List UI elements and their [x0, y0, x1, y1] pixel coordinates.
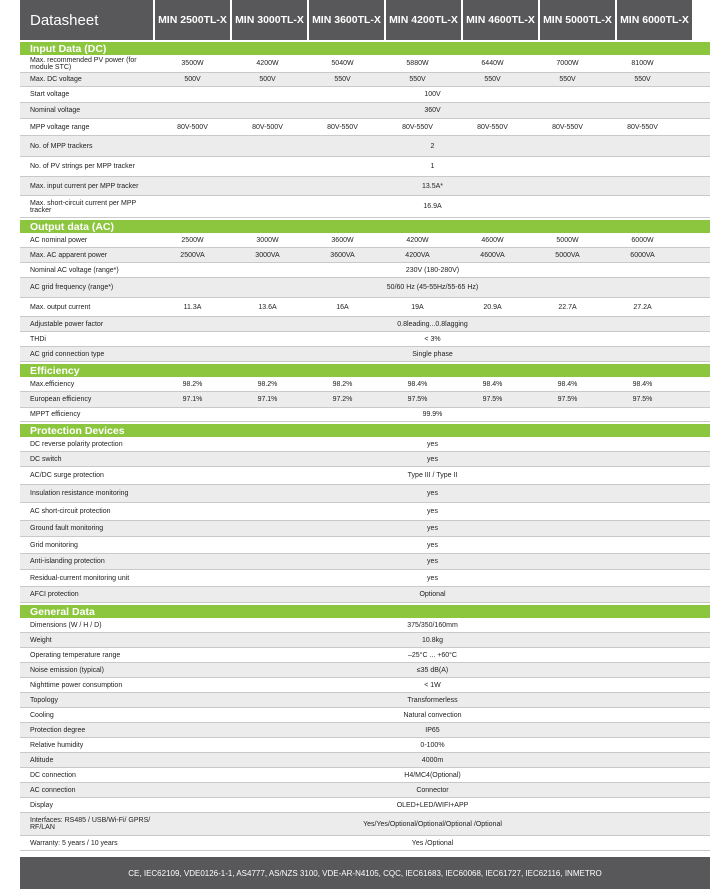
spec-value-shared: 230V (180-280V) [405, 266, 460, 274]
spec-value-shared: 99.9% [422, 411, 443, 418]
spec-value: 4200W [406, 236, 429, 244]
spec-label: Start voltage [30, 91, 70, 98]
spec-value-shared: Optional [419, 591, 446, 598]
spec-label: Cooling [30, 711, 54, 719]
page-title: Datasheet [20, 0, 155, 40]
spec-label: AC grid connection type [30, 350, 105, 358]
spec-value: 500V [259, 76, 276, 83]
spec-value: 97.1% [182, 396, 203, 403]
spec-row [20, 783, 710, 798]
spec-label: No. of PV strings per MPP tracker [30, 163, 135, 170]
spec-value-shared: yes [427, 574, 438, 582]
spec-value-shared: Connector [416, 786, 449, 794]
spec-value-shared: Yes /Optional [411, 839, 454, 847]
spec-row [20, 537, 710, 554]
spec-label: Adjustable power factor [30, 320, 104, 328]
spec-value: 5000VA [555, 251, 580, 259]
spec-label: No. of MPP trackers [30, 142, 93, 150]
spec-value: 3600VA [330, 251, 355, 259]
spec-label: AC short-circuit protection [30, 508, 111, 515]
spec-row [20, 157, 710, 177]
section-header: Protection Devices [20, 424, 710, 437]
spec-label: Max.efficiency [30, 380, 75, 388]
spec-label: Relative humidity [30, 741, 84, 749]
spec-row [20, 347, 710, 362]
spec-value-shared: 16.9A [423, 203, 442, 210]
spec-label: Dimensions (W / H / D) [30, 621, 102, 629]
spec-value: 80V-500V [177, 123, 208, 131]
spec-label: Max. input current per MPP tracker [30, 182, 139, 190]
section-header: General Data [20, 605, 710, 618]
spec-row [20, 618, 710, 633]
spec-value-shared: yes [427, 455, 438, 463]
spec-row [20, 723, 710, 738]
spec-row [20, 233, 710, 248]
spec-label: Ground fault monitoring [30, 525, 104, 532]
spec-value-shared: 0.8leading...0.8lagging [397, 320, 468, 328]
spec-value-shared: Natural convection [403, 711, 462, 719]
spec-value-shared: yes [427, 525, 438, 532]
spec-row [20, 521, 710, 537]
spec-row [20, 693, 710, 708]
spec-label: Topology [30, 696, 59, 704]
spec-label: Nominal AC voltage (range*) [30, 266, 119, 274]
spec-value-shared: yes [427, 490, 438, 497]
spec-label: Warranty: 5 years / 10 years [30, 839, 118, 847]
spec-value-shared: Yes/Yes/Optional/Optional/Optional /Optional [363, 820, 502, 828]
spec-value: 2500W [181, 236, 204, 244]
spec-row [20, 768, 710, 783]
spec-value: 550V [484, 76, 501, 83]
spec-value-shared: < 3% [424, 335, 441, 343]
spec-value: 20.9A [483, 303, 502, 311]
spec-row [20, 377, 710, 392]
spec-label: Anti-islanding protection [30, 558, 105, 565]
spec-row [20, 177, 710, 196]
spec-label: Noise emission (typical) [30, 666, 104, 674]
spec-value: 5880W [406, 60, 429, 67]
spec-label: MPP voltage range [30, 123, 90, 131]
spec-value-shared: 10.8kg [421, 636, 444, 644]
model-header: MIN 2500TL-X [155, 0, 232, 40]
spec-row [20, 408, 710, 422]
spec-value-shared: 50/60 Hz (45-55Hz/55-65 Hz) [386, 284, 479, 291]
spec-label: Insulation resistance monitoring [30, 490, 129, 497]
section-header: Output data (AC) [20, 220, 710, 233]
spec-row [20, 298, 710, 317]
spec-value: 550V [334, 76, 351, 83]
spec-row [20, 813, 710, 836]
spec-row [20, 485, 710, 503]
spec-value-shared: 0-100% [420, 741, 445, 749]
spec-value-shared: –25°C ... +60°C [408, 651, 457, 659]
spec-value-shared: 4000m [421, 756, 444, 764]
spec-row [20, 73, 710, 87]
spec-value-shared: Type III / Type II [407, 472, 458, 479]
spec-label: Max. AC apparent power [30, 251, 108, 259]
spec-row [20, 55, 710, 73]
spec-value: 11.3A [183, 303, 202, 311]
spec-row [20, 278, 710, 298]
spec-row [20, 836, 710, 851]
spec-label: AC connection [30, 786, 76, 794]
spec-row [20, 554, 710, 570]
spec-value: 97.5% [632, 396, 653, 403]
spec-label: Altitude [30, 756, 54, 764]
spec-value: 22.7A [558, 303, 577, 311]
spec-value: 80V-500V [252, 123, 283, 131]
spec-value-shared: 2 [430, 142, 435, 150]
spec-value: 550V [559, 76, 576, 83]
spec-value: 19A [411, 303, 424, 311]
spec-value-shared: yes [427, 558, 438, 565]
spec-value: 2500VA [180, 251, 205, 259]
spec-label: DC connection [30, 771, 76, 779]
spec-value: 80V-550V [327, 123, 358, 131]
spec-row [20, 663, 710, 678]
model-header: MIN 3600TL-X [309, 0, 386, 40]
header-row [20, 0, 710, 40]
model-header: MIN 3000TL-X [232, 0, 309, 40]
spec-value-shared: yes [427, 508, 438, 515]
spec-value-shared: IP65 [425, 726, 440, 734]
spec-label: AC nominal power [30, 236, 88, 244]
spec-value: 98.4% [632, 380, 653, 388]
spec-value-shared: H4/MC4(Optional) [404, 771, 461, 779]
spec-value: 98.4% [407, 380, 428, 388]
spec-value: 6000VA [630, 251, 655, 259]
spec-value-shared: 100V [424, 91, 441, 98]
model-header: MIN 4200TL-X [386, 0, 463, 40]
spec-label: AC/DC surge protection [30, 472, 104, 479]
spec-label: Nominal voltage [30, 107, 81, 114]
spec-value: 4200W [256, 60, 279, 67]
spec-label: Operating temperature range [30, 651, 121, 659]
spec-label: Display [30, 801, 53, 809]
spec-row [20, 587, 710, 603]
spec-value: 4200VA [405, 251, 430, 259]
spec-label: Max. short-circuit current per MPP tracker [30, 199, 137, 214]
spec-value: 7000W [556, 60, 579, 67]
spec-label: AFCI protection [30, 591, 79, 598]
spec-value: 80V-550V [477, 123, 508, 131]
spec-row [20, 678, 710, 693]
spec-label: Protection degree [30, 726, 86, 734]
spec-value: 98.2% [332, 380, 353, 388]
spec-value-shared: 1 [430, 163, 435, 170]
spec-label: MPPT efficiency [30, 411, 81, 418]
spec-row [20, 437, 710, 452]
section-header: Input Data (DC) [20, 42, 710, 55]
spec-row [20, 648, 710, 663]
spec-value: 4600VA [480, 251, 505, 259]
spec-row [20, 503, 710, 521]
spec-row [20, 467, 710, 485]
spec-value: 27.2A [633, 303, 652, 311]
spec-value: 97.2% [332, 396, 353, 403]
spec-row [20, 103, 710, 119]
spec-row [20, 248, 710, 263]
spec-value: 5040W [331, 60, 354, 67]
spec-label: DC reverse polarity protection [30, 440, 123, 448]
spec-value-shared: yes [427, 440, 438, 448]
spec-label: Grid monitoring [30, 541, 78, 549]
spec-value: 3000W [256, 236, 279, 244]
spec-value: 98.4% [482, 380, 503, 388]
spec-label: Max. DC voltage [30, 76, 82, 83]
spec-row [20, 317, 710, 332]
spec-row [20, 263, 710, 278]
spec-label: Nighttime power consumption [30, 681, 123, 689]
spec-row [20, 753, 710, 768]
spec-row [20, 633, 710, 648]
spec-row [20, 738, 710, 753]
spec-value: 550V [634, 76, 651, 83]
spec-row [20, 392, 710, 408]
model-header: MIN 6000TL-X [617, 0, 692, 40]
spec-label: Residual-current monitoring unit [30, 574, 130, 582]
spec-value: 98.2% [182, 380, 203, 388]
spec-value: 3600W [331, 236, 354, 244]
spec-value: 5000W [556, 236, 579, 244]
spec-value: 80V-550V [627, 123, 658, 131]
spec-value-shared: yes [427, 541, 438, 549]
spec-value: 4600W [481, 236, 504, 244]
spec-label: Max. recommended PV power (for module STC) [30, 56, 137, 71]
certifications-footer: CE, IEC62109, VDE0126-1-1, AS4777, AS/NZS 3100, VDE-AR-N4105, CQC, IEC61683, IEC60068, IEC61727, IEC62116, INMETRO [20, 857, 710, 889]
spec-row [20, 708, 710, 723]
spec-value-shared: 375/350/160mm [407, 621, 458, 629]
spec-value: 3500W [181, 60, 204, 67]
spec-value: 8100W [631, 60, 654, 67]
spec-value: 16A [336, 303, 349, 311]
spec-row [20, 136, 710, 157]
spec-row [20, 87, 710, 103]
spec-label: THDi [30, 335, 46, 343]
spec-label: Interfaces: RS485 / USB/Wi-Fi/ GPRS/ RF/LAN [30, 817, 151, 831]
spec-row [20, 196, 710, 218]
spec-label: Max. output current [30, 303, 91, 311]
spec-row [20, 570, 710, 587]
section-header: Efficiency [20, 364, 710, 377]
spec-value-shared: Transformerless [407, 696, 458, 704]
spec-value-shared: OLED+LED/WIFI+APP [396, 801, 469, 809]
spec-value: 97.5% [482, 396, 503, 403]
spec-value-shared: Single phase [412, 350, 453, 358]
spec-value: 13.6A [258, 303, 277, 311]
spec-row [20, 452, 710, 467]
spec-value: 98.4% [557, 380, 578, 388]
spec-row [20, 119, 710, 136]
spec-value: 97.5% [557, 396, 578, 403]
spec-value: 97.1% [257, 396, 278, 403]
spec-value-shared: 360V [424, 107, 441, 114]
spec-value: 80V-550V [552, 123, 583, 131]
spec-value: 6440W [481, 60, 504, 67]
spec-value: 98.2% [257, 380, 278, 388]
spec-label: European efficiency [30, 396, 92, 403]
spec-value-shared: < 1W [424, 681, 441, 689]
spec-label: Weight [30, 636, 52, 644]
spec-label: AC grid frequency (range*) [30, 284, 114, 291]
spec-value: 97.5% [407, 396, 428, 403]
spec-value-shared: 13.5A* [421, 182, 444, 190]
spec-row [20, 332, 710, 347]
spec-value: 6000W [631, 236, 654, 244]
spec-row [20, 798, 710, 813]
spec-value: 550V [409, 76, 426, 83]
model-header: MIN 5000TL-X [540, 0, 617, 40]
spec-value-shared: ≤35 dB(A) [416, 666, 449, 674]
spec-table [20, 42, 710, 851]
spec-value: 500V [184, 76, 201, 83]
datasheet [20, 0, 710, 889]
spec-value: 3000VA [255, 251, 280, 259]
spec-value: 80V-550V [402, 123, 433, 131]
spec-label: DC switch [30, 455, 62, 463]
model-header: MIN 4600TL-X [463, 0, 540, 40]
